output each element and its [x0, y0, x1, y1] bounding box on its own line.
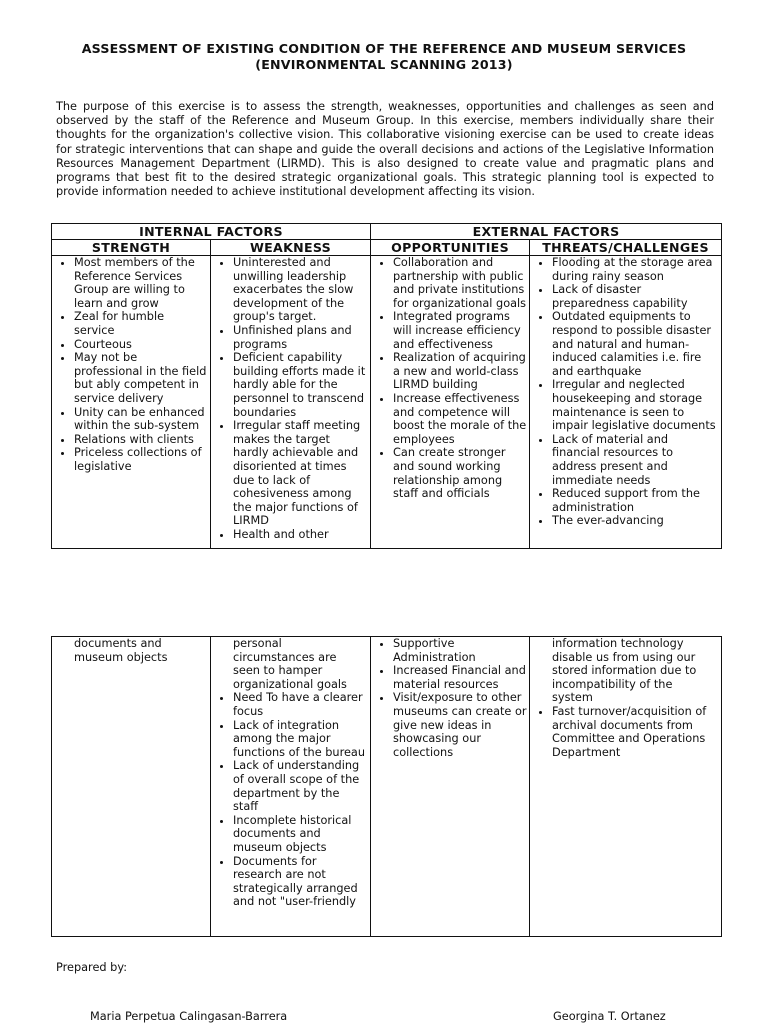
list-item: • Lack of understanding of overall scope of the department by the staff [233, 759, 368, 813]
intro-paragraph: The purpose of this exercise is to assess the strength, weaknesses, opportunities and challenges as seen and observed by the staff of the Reference and Museum Group. In this exercise, members individually share their thoughts for the organization's collective vision. This collaborative visioning exercise can be used to create ideas for strategic interventions that can shape and guide the overall decisions and actions of the Legislative Information Resources Management Department (LIRMD). This is also designed to create value and pragmatic plans and programs that best fit to the desired strategic organizational goals. This strategic planning tool is expected to provide information needed to achieve institutional development affecting its vision. [56, 100, 714, 199]
list-item: • Flooding at the storage area during rainy season [552, 256, 719, 283]
list-item: • Lack of integration among the major functions of the bureau [233, 719, 368, 760]
list-item: • Zeal for humble service [74, 310, 208, 337]
list-item: • Lack of disaster preparedness capability [552, 283, 719, 310]
list-item: • Integrated programs will increase efficiency and effectiveness [393, 310, 527, 351]
internal-factors-header: INTERNAL FACTORS [52, 224, 371, 240]
list-item: • Fast turnover/acquisition of archival documents from Committee and Operations Department [552, 705, 719, 759]
continued-text: information technology disable us from using our stored information due to incompatibility of the system [552, 637, 697, 705]
title-line-2: (ENVIRONMENTAL SCANNING 2013) [255, 57, 513, 72]
list-item: • Can create stronger and sound working relationship among staff and officials [393, 446, 527, 500]
signatory-right: Georgina T. Ortanez [553, 1010, 666, 1023]
list-item: • Reduced support from the administration [552, 487, 719, 514]
list-item: • Priceless collections of legislative [74, 446, 208, 473]
swot-table-part-1 [51, 223, 722, 549]
list-item: • Visit/exposure to other museums can create or give new ideas in showcasing our collections [393, 691, 527, 759]
threats-cell-continued [530, 637, 722, 937]
prepared-by-label: Prepared by: [56, 961, 128, 974]
list-item: • The ever-advancing [552, 514, 719, 528]
list-item: • Increased Financial and material resources [393, 664, 527, 691]
weakness-cell [211, 256, 371, 549]
list-item: • Collaboration and partnership with public and private institutions for organizational goals [393, 256, 527, 310]
list-item: • Realization of acquiring a new and world-class LIRMD building [393, 351, 527, 392]
list-item: • Irregular staff meeting makes the target hardly achievable and disoriented at times due to lack of cohesiveness among the major functions of LIRMD [233, 419, 368, 528]
weakness-cell-continued [211, 637, 371, 937]
list-item: • Most members of the Reference Services Group are willing to learn and grow [74, 256, 208, 310]
opportunities-cell [371, 256, 530, 549]
list-item: • Health and other [233, 528, 368, 542]
threats-header: THREATS/CHALLENGES [530, 240, 722, 256]
signatory-left: Maria Perpetua Calingasan-Barrera [90, 1010, 288, 1023]
strength-header: STRENGTH [52, 240, 211, 256]
opportunities-cell-continued [371, 637, 530, 937]
list-item: • Deficient capability building efforts made it hardly able for the personnel to transcend boundaries [233, 351, 368, 419]
strength-cell [52, 256, 211, 549]
list-item: • Unity can be enhanced within the sub-system [74, 406, 208, 433]
strength-cell-continued [52, 637, 211, 937]
list-item: • Courteous [74, 338, 208, 352]
title-line-1: ASSESSMENT OF EXISTING CONDITION OF THE REFERENCE AND MUSEUM SERVICES [81, 41, 687, 56]
weakness-header: WEAKNESS [211, 240, 371, 256]
continued-text: personal circumstances are seen to hamper organizational goals [233, 637, 347, 691]
list-item: • Unfinished plans and programs [233, 324, 368, 351]
list-item: • Uninterested and unwilling leadership exacerbates the slow development of the group's target. [233, 256, 368, 324]
swot-table-part-2 [51, 636, 722, 937]
list-item: • Need To have a clearer focus [233, 691, 368, 718]
list-item: • Lack of material and financial resources to address present and immediate needs [552, 433, 719, 487]
list-item: • Relations with clients [74, 433, 208, 447]
list-item: • Supportive Administration [393, 637, 527, 664]
threats-cell [530, 256, 722, 549]
list-item: • May not be professional in the field but ably competent in service delivery [74, 351, 208, 405]
opportunities-header: OPPORTUNITIES [371, 240, 530, 256]
document-title [40, 41, 728, 73]
list-item: • Incomplete historical documents and museum objects [233, 814, 368, 855]
list-item: • Irregular and neglected housekeeping and storage maintenance is seen to impair legislative documents [552, 378, 719, 432]
external-factors-header: EXTERNAL FACTORS [371, 224, 722, 240]
list-item: • Increase effectiveness and competence will boost the morale of the employees [393, 392, 527, 446]
continued-text: documents and museum objects [74, 637, 168, 664]
list-item: • Outdated equipments to respond to possible disaster and natural and human-induced calamities i.e. fire and earthquake [552, 310, 719, 378]
list-item: • Documents for research are not strategically arranged and not "user-friendly [233, 855, 368, 909]
